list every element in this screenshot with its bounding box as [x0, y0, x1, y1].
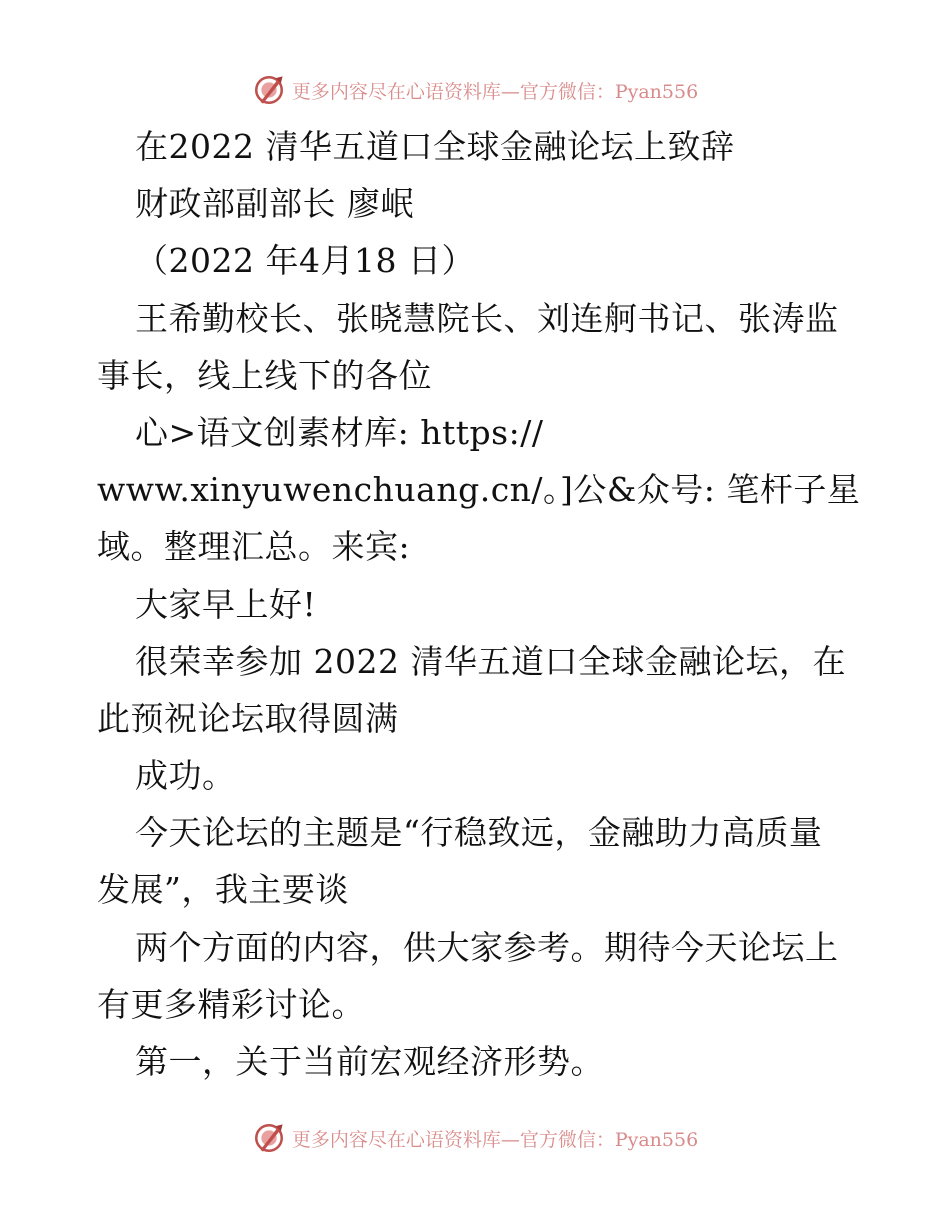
text-line: 很荣幸参加 2022 清华五道口全球金融论坛，在	[135, 641, 846, 681]
text-line: 王希勤校长、张晓慧院长、刘连舸书记、张涛监	[135, 298, 839, 338]
quill-seal-icon	[252, 1121, 286, 1155]
document-body	[97, 118, 861, 1090]
text-line: 发展”，我主要谈	[97, 870, 349, 910]
text-line: 今天论坛的主题是“行稳致远，金融助力高质量	[135, 813, 823, 853]
text-line: 第一，关于当前宏观经济形势。	[135, 1042, 604, 1081]
footer-watermark	[0, 1118, 950, 1158]
text-line: 在2022 清华五道口全球金融论坛上致辞	[135, 127, 735, 166]
text-line: 事长，线上线下的各位	[97, 355, 432, 395]
text-line: 心>语文创素材库: https://	[135, 412, 544, 452]
text-line: 成功。	[135, 756, 236, 796]
header-watermark	[0, 70, 950, 110]
watermark-text: 更多内容尽在心语资料库—官方微信：Pyan556	[291, 1128, 699, 1151]
watermark-text: 更多内容尽在心语资料库—官方微信：Pyan556	[291, 80, 699, 103]
text-line: 大家早上好!	[135, 584, 317, 624]
text-line: 此预祝论坛取得圆满	[97, 698, 399, 738]
text-line: 财政部副部长 廖岷	[135, 184, 414, 224]
text-line: （2022 年4月18 日）	[135, 241, 475, 281]
text-line: 域。整理汇总。来宾:	[97, 527, 411, 567]
text-line: 两个方面的内容，供大家参考。期待今天论坛上	[135, 927, 839, 967]
quill-seal-icon	[252, 73, 286, 107]
text-line: 有更多精彩讨论。	[97, 984, 365, 1024]
text-line: www.xinyuwenchuang.cn/。]公&众号: 笔杆子星	[97, 470, 861, 510]
